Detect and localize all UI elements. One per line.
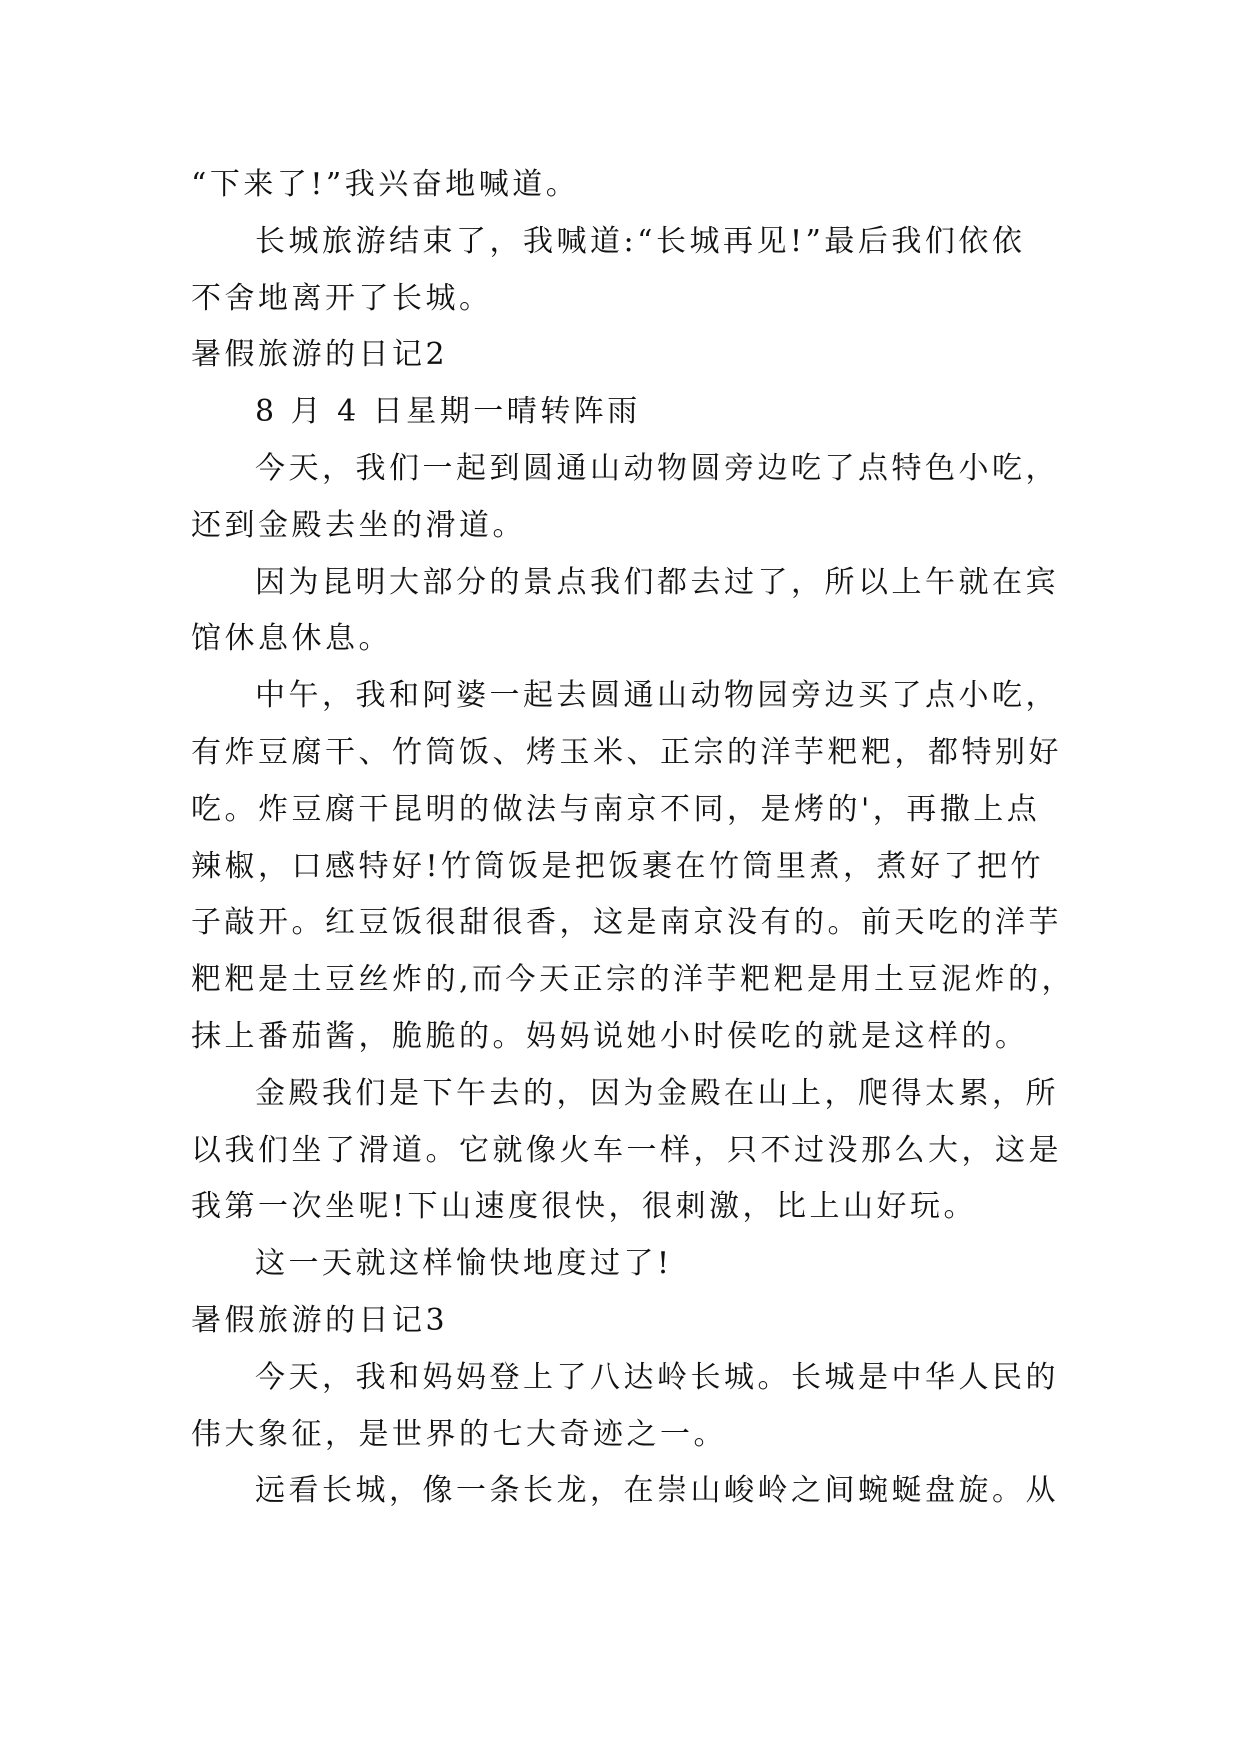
text-line-17: 金殿我们是下午去的，因为金殿在山上，爬得太累，所 [255,1075,1059,1111]
text-line-3: 不舍地离开了长城。 [191,280,493,316]
text-line-1: “下来了!”我兴奋地喊道。 [191,167,580,202]
text-line-24: 远看长城，像一条长龙，在崇山峻岭之间蜿蜒盘旋。从 [255,1473,1059,1509]
text-line-23: 伟大象征，是世界的七大奇迹之一。 [191,1416,727,1452]
text-line-20: 这一天就这样愉快地度过了! [255,1246,673,1282]
section-heading-diary-3: 暑假旅游的日记3 [191,1302,449,1338]
text-line-10: 中午，我和阿婆一起去圆通山动物园旁边买了点小吃， [255,678,1059,714]
document-body [191,157,1076,1520]
text-line-12: 吃。炸豆腐干昆明的做法与南京不同，是烤的'，再撒上点 [191,791,1041,827]
text-line-18: 以我们坐了滑道。它就像火车一样，只不过没那么大，这是 [191,1132,1062,1168]
text-line-2: 长城旅游结束了，我喊道:“长城再见!”最后我们依依 [255,223,1026,259]
text-line-13: 辣椒，口感特好!竹筒饭是把饭裹在竹筒里煮，煮好了把竹 [191,848,1045,884]
section-heading-diary-2: 暑假旅游的日记2 [191,337,449,373]
text-line-8: 因为昆明大部分的景点我们都去过了，所以上午就在宾 [255,564,1059,600]
text-line-9: 馆休息休息。 [191,621,392,657]
text-line-7: 还到金殿去坐的滑道。 [191,507,526,543]
text-line-15: 粑粑是土豆丝炸的,而今天正宗的洋芋粑粑是用土豆泥炸的， [191,962,1076,998]
text-line-19: 我第一次坐呢!下山速度很快，很刺激，比上山好玩。 [191,1189,978,1225]
text-line-11: 有炸豆腐干、竹筒饭、烤玉米、正宗的洋芋粑粑，都特别好 [191,734,1062,770]
diary-date-line: 8 月 4 日星期一晴转阵雨 [255,394,641,430]
text-line-16: 抹上番茄酱，脆脆的。妈妈说她小时侯吃的就是这样的。 [191,1018,1029,1054]
text-line-14: 子敲开。红豆饭很甜很香，这是南京没有的。前天吃的洋芋 [191,905,1062,941]
text-line-22: 今天，我和妈妈登上了八达岭长城。长城是中华人民的 [255,1359,1059,1395]
text-line-6: 今天，我们一起到圆通山动物圆旁边吃了点特色小吃， [255,450,1059,486]
